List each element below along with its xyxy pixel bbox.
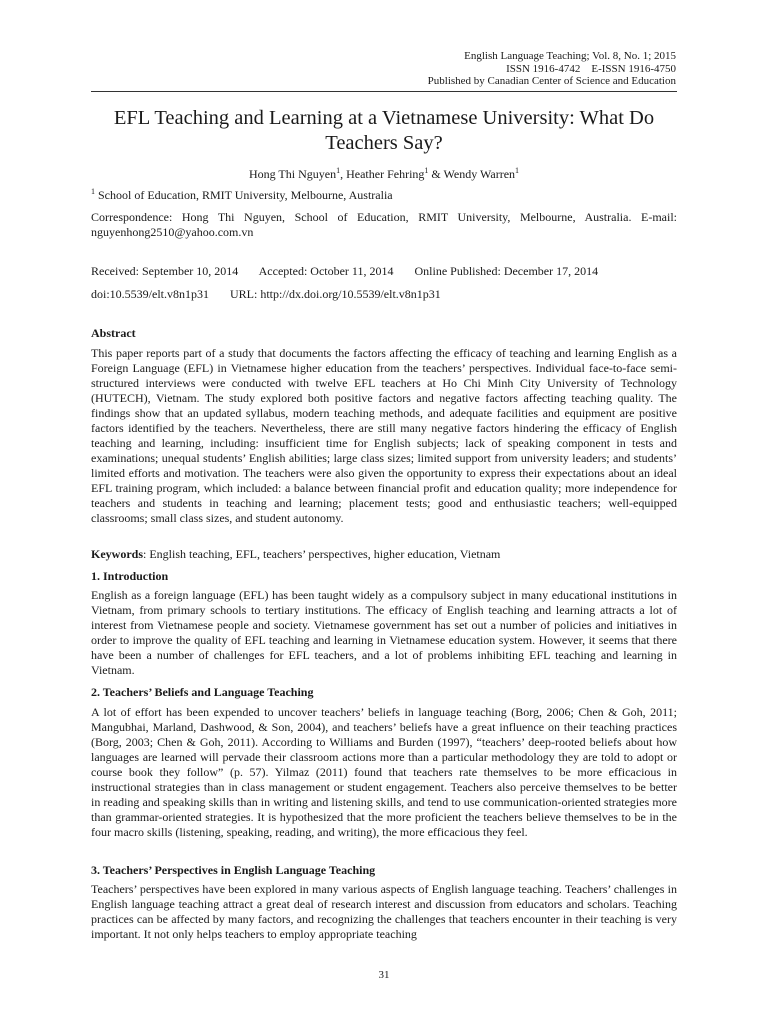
affiliation-mark: 1 — [91, 187, 95, 196]
doi-line — [91, 287, 677, 302]
section-paragraph: Teachers’ perspectives have been explored in many various aspects of English language teaching. Teachers’ challenges in English language teaching attract a great deal of research interest and discussion from educators and scholars. Teaching practices can be affected by many factors, and recognizing the challenges that teachers encounter in their teaching is very important. It not only helps teachers to employ appropriate teaching — [91, 882, 677, 941]
journal-header — [428, 50, 676, 88]
correspondence: Correspondence: Hong Thi Nguyen, School of Education, RMIT University, Melbourne, Australia. E-mail: nguyenhong2510@yahoo.com.vn — [91, 210, 677, 239]
received-date: Received: September 10, 2014 — [91, 264, 239, 278]
doi: doi:10.5539/elt.v8n1p31 — [91, 287, 209, 301]
abstract-heading: Abstract — [91, 326, 136, 340]
page-number: 31 — [378, 969, 390, 981]
published-date: Online Published: December 17, 2014 — [414, 264, 599, 278]
journal-publisher: Published by Canadian Center of Science and Education — [427, 75, 676, 87]
keywords-label: Keywords — [91, 547, 143, 561]
affiliation-text: School of Education, RMIT University, Melbourne, Australia — [95, 188, 393, 202]
section-paragraph: English as a foreign language (EFL) has been taught widely as a compulsory subject in many educational institutions in Vietnam, from primary schools to tertiary institutions. The efficacy of English teaching and learning attracts a lot of interest from Vietnamese people and society. Vietnamese government has set out a number of policies and initiatives in order to improve the quality of EFL teaching and learning in Vietnamese education system. However, it seems that there have been a number of challenges for EFL teachers, and a lot of problems inhibiting EFL teaching and learning in Vietnam. — [91, 588, 677, 677]
header-rule — [91, 91, 677, 92]
keywords — [91, 547, 677, 562]
author-affil-mark: 1 — [424, 166, 429, 175]
section-paragraph: A lot of effort has been expended to uncover teachers’ beliefs in language teaching (Borg, 2006; Chen & Goh, 2011; Mangubhai, Marland, Dashwood, & Son, 2004), and teachers’ beliefs have a great influence on their teaching practices (Borg, 2003; Chen & Goh, 2011). According to Williams and Burden (1997), “teachers’ deep-rooted beliefs about how languages are learned will pervade their classroom actions more than a particular methodology they are told to adopt or course book they follow” (p. 57). Yilmaz (2011) found that teachers rate themselves to be more efficacious in instructional strategies than in class management or student engagement. Teachers also perceive themselves to be better in reading and speaking skills than in writing and listening skills, and tend to use communication-oriented strategies more than grammar-oriented strategies. It is hypothesized that the more proficient the teachers believe themselves to be in the four macro skills (listening, speaking, reading, and writing), the more efficacious they feel. — [91, 705, 677, 839]
section-heading: 3. Teachers’ Perspectives in English Language Teaching — [91, 863, 376, 877]
journal-citation: English Language Teaching; Vol. 8, No. 1; 2015 — [464, 50, 676, 62]
author-affil-mark: 1 — [515, 166, 520, 175]
author-list — [91, 167, 677, 182]
author-name: Wendy Warren — [443, 167, 516, 181]
author-separator: & — [428, 167, 444, 181]
author-separator: , — [340, 167, 347, 181]
journal-issn: ISSN 1916-4742 E-ISSN 1916-4750 — [506, 62, 676, 75]
keywords-text: : English teaching, EFL, teachers’ perspectives, higher education, Vietnam — [143, 547, 501, 561]
affiliation — [91, 188, 677, 203]
doi-url[interactable]: URL: http://dx.doi.org/10.5539/elt.v8n1p31 — [230, 287, 441, 301]
author-name: Hong Thi Nguyen — [248, 167, 337, 181]
section-heading: 2. Teachers’ Beliefs and Language Teaching — [91, 685, 314, 699]
section-heading: 1. Introduction — [91, 569, 169, 583]
author-affil-mark: 1 — [336, 166, 341, 175]
author-name: Heather Fehring — [346, 167, 425, 181]
accepted-date: Accepted: October 11, 2014 — [258, 264, 394, 278]
paper-title: EFL Teaching and Learning at a Vietnamese University: What Do Teachers Say? — [113, 107, 655, 154]
publication-dates — [91, 264, 677, 279]
abstract-text: This paper reports part of a study that documents the factors affecting the efficacy of teaching and learning English as a Foreign Language (EFL) in Vietnamese higher education from the teachers’ perspectives. Individual face-to-face semi-structured interviews were conducted with twelve EFL teachers at Ho Chi Minh City University of Technology (HUTECH), Vietnam. The study explored both positive factors and negative factors affecting teaching quality. The findings show that an updated syllabus, modern teaching methods, and adequate facilities and equipment are positive factors identified by the teachers. Nevertheless, there are still many negative factors hindering the efficacy of English teaching and learning, including: insufficient time for English subjects; lack of speaking component in tests and examinations; unequal students’ English abilities; large class sizes; limited support from university leaders; and students’ limited efforts and motivation. The teachers were also given the opportunity to express their expectations about an ideal EFL training program, which included: a balance between financial profit and education quality; more independence for teachers and students in teaching and learning; placement tests; good and enthusiastic teachers; well-equipped classrooms; small class sizes, and student autonomy. — [91, 346, 677, 525]
